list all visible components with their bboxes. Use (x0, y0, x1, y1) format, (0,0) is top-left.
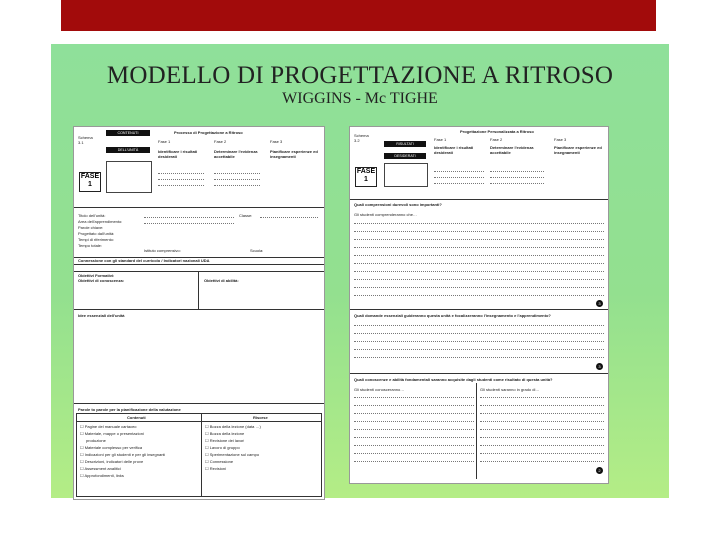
left-black-bottom: DELL'UNITÀ (106, 147, 150, 153)
right-dotline (354, 325, 604, 326)
right-dotline (354, 279, 604, 280)
left-check-label: Pagine del manuale cartaceo (84, 424, 137, 429)
right-q3-left: Gli studenti conosceranno… (354, 387, 405, 392)
right-dotline (480, 461, 604, 462)
left-obiettivi-abilita: Obiettivi di abilità: (204, 278, 239, 283)
left-table-col2: Risorse (253, 415, 268, 420)
right-phase-2: Fase 2 (490, 137, 503, 142)
right-schema-label: Schema 3.2 (354, 133, 369, 143)
right-dotline (480, 405, 604, 406)
left-obiettivi-conoscenza: Obiettivi di conoscenza: (78, 278, 125, 283)
right-dotline (354, 239, 604, 240)
right-phase-3: Fase 3 (554, 137, 567, 142)
left-check-label: Assessment analitici (84, 466, 121, 471)
left-hdr-line (158, 185, 204, 186)
top-accent-bar (61, 0, 656, 31)
left-dotline (144, 223, 234, 224)
left-fase-label: FASE (80, 173, 100, 180)
left-table-divider (201, 414, 202, 496)
right-q3: Quali conoscenze e abilità fondamentali saranno acquisite dagli studenti come risultato di questa unità? (354, 377, 553, 382)
left-hdr-line (214, 179, 260, 180)
left-check-item[interactable]: ☐ Descrizioni, indicatori delle prove (80, 459, 144, 464)
right-hdr-line (490, 177, 544, 178)
left-col3-title: Pianificare esperienze ed insegnamenti (270, 149, 318, 159)
left-table-rule (77, 421, 321, 422)
right-dotline (354, 223, 604, 224)
right-phase-1: Fase 1 (434, 137, 447, 142)
left-field: Area dell'apprendimento: (78, 219, 123, 224)
left-check-item[interactable]: ☐ Assessment analitici (80, 466, 121, 471)
right-dotline (354, 349, 604, 350)
left-check-item[interactable]: ☐ Materiale, mappe o presentazioni (80, 431, 144, 436)
right-col-check-item[interactable]: ☐ Bozza della lezione (205, 431, 245, 436)
left-fase-box (79, 172, 101, 192)
left-dotline (260, 217, 318, 218)
left-istituto-label: Istituto comprensivo: (144, 248, 181, 253)
right-dotline (354, 247, 604, 248)
left-check-label: Revisione dei lavori (209, 438, 245, 443)
left-hdr-line (158, 173, 204, 174)
left-check-item[interactable]: ☐ Materiale complesso per verifica (80, 445, 143, 450)
right-q3-right: Gli studenti saranno in grado di… (480, 387, 540, 392)
right-col-check-item[interactable]: ☐ Lavoro di gruppo (205, 445, 240, 450)
right-dotline (480, 445, 604, 446)
left-check-label: Materiale complesso per verifica (84, 445, 143, 450)
left-table-col1: Contenuti (127, 415, 146, 420)
right-dotline (354, 357, 604, 358)
left-phase-2: Fase 2 (214, 139, 227, 144)
right-dotline (354, 341, 604, 342)
slide-subtitle: WIGGINS - Mc TIGHE (282, 90, 438, 107)
right-rule (350, 373, 608, 374)
left-check-label: Bozza della lezione (data …) (209, 424, 261, 429)
left-rule (74, 264, 324, 265)
right-hdr-line (434, 171, 484, 172)
left-content-box (106, 161, 152, 193)
left-check-label: Lavoro di gruppo (209, 445, 240, 450)
left-check-label: Approfondimenti, links (84, 473, 124, 478)
left-hdr-line (214, 173, 260, 174)
right-hdr-line (490, 171, 544, 172)
left-valuta-title: Parole to parole per la pianificazione della valutazione (78, 407, 181, 412)
left-sheet-header (74, 127, 324, 208)
left-rule (74, 403, 324, 404)
right-q1: Quali comprensioni durevoli sono importanti? (354, 202, 442, 207)
left-phase-1: Fase 1 (158, 139, 171, 144)
left-field: Tempi di riferimento: (78, 237, 115, 242)
right-dotline (354, 413, 474, 414)
right-col-check-item[interactable]: ☐ Connessione (205, 459, 234, 464)
right-dotline (354, 255, 604, 256)
right-col-check-item[interactable]: ☐ Sperimentazione sul campo (205, 452, 260, 457)
left-check-label: Bozza della lezione (209, 431, 245, 436)
right-step-badge: 2 (596, 467, 603, 474)
left-check-item[interactable]: ☐ Approfondimenti, links (80, 473, 124, 478)
right-dotline (480, 413, 604, 414)
right-col-check-item[interactable]: ☐ Bozza della lezione (data …) (205, 424, 261, 429)
right-dotline (354, 453, 474, 454)
right-dotline (354, 421, 474, 422)
right-dotline (354, 461, 474, 462)
slide-title: MODELLO DI PROGETTAZIONE A RITROSO (106, 62, 614, 89)
left-field: Tempo totale: (78, 243, 103, 248)
left-field: Progettato dall'unità: (78, 231, 115, 236)
right-worksheet (349, 126, 609, 484)
left-field: Parole chiave: (78, 225, 104, 230)
right-q1-sub: Gli studenti comprenderanno che… (354, 212, 417, 217)
left-check-label: Descrizioni, indicatori delle prove (84, 459, 144, 464)
left-checklist-table (76, 413, 322, 497)
right-black-top: RISULTATI (384, 141, 426, 147)
right-dotline (480, 429, 604, 430)
left-classe-label: Classe: (239, 213, 253, 218)
right-dotline (354, 271, 604, 272)
right-col-check-item[interactable]: ☐ Revisioni (205, 466, 226, 471)
left-dotline (144, 217, 234, 218)
right-dotline (354, 437, 474, 438)
left-obiettivi: Obiettivi Formativi: (78, 273, 115, 278)
right-dotline (354, 445, 474, 446)
right-divider (476, 383, 477, 479)
right-fase-box (355, 167, 377, 187)
left-header-title: Processo di Progettazione a Ritroso (174, 130, 243, 135)
left-col1-title: Identificare i risultati desiderati (158, 149, 198, 159)
right-header-title: Progettazione Personalizzata a Ritroso (460, 129, 534, 134)
right-dotline (354, 287, 604, 288)
right-dotline (354, 333, 604, 334)
left-worksheet (73, 126, 325, 500)
left-idee-title: Idee essenziali dell'unità (78, 313, 125, 318)
right-dotline (480, 437, 604, 438)
right-dotline (354, 405, 474, 406)
left-divider (198, 271, 199, 309)
right-col3-title: Pianificare esperienze ed insegnamenti (554, 145, 602, 155)
left-phase-3: Fase 3 (270, 139, 283, 144)
left-field: Titolo dell'unità: (78, 213, 106, 218)
right-dotline (354, 429, 474, 430)
left-check-label: Sperimentazione sul campo (209, 452, 260, 457)
right-black-bottom: DESIDERATI (384, 153, 426, 159)
left-standard-title: Connessione con gli standard del curricolo / Indicatori nazionali UDA (78, 258, 210, 263)
left-check-label: Revisioni (209, 466, 226, 471)
right-col2-title: Determinare l'evidenza accettabile (490, 145, 534, 155)
right-hdr-line (434, 183, 484, 184)
right-dotline (480, 397, 604, 398)
right-dotline (480, 421, 604, 422)
left-schema-label: Schema 3.1 (78, 135, 93, 145)
right-dotline (354, 397, 474, 398)
right-dotline (354, 231, 604, 232)
right-col-check-item[interactable]: ☐ Revisione dei lavori (205, 438, 245, 443)
right-dotline (354, 295, 604, 296)
left-rule (74, 309, 324, 310)
right-hdr-line (490, 183, 544, 184)
left-col2-title: Determinare l'evidenza accettabile (214, 149, 258, 159)
left-check-label: Materiale, mappe o presentazioni (84, 431, 144, 436)
right-fase-label: FASE (356, 168, 376, 175)
right-fase-number: 1 (364, 176, 368, 183)
left-check-item[interactable]: ☐ Indicazioni per gli studenti e per gli insegnanti (80, 452, 166, 457)
right-dotline (354, 263, 604, 264)
left-hdr-line (214, 185, 260, 186)
left-check-label: Connessione (209, 459, 234, 464)
right-col1-title: Identificare i risultati desiderati (434, 145, 474, 155)
left-check-label: Indicazioni per gli studenti e per gli insegnanti (84, 452, 166, 457)
right-step-badge: 3 (596, 363, 603, 370)
left-scuola-label: Scuola: (250, 248, 264, 253)
left-rule (74, 271, 324, 272)
right-rule (350, 309, 608, 310)
left-hdr-line (158, 179, 204, 180)
left-check-item[interactable]: ☐ Pagine del manuale cartaceo (80, 424, 137, 429)
right-content-box (384, 163, 428, 187)
right-q2: Quali domande essenziali guideranno questa unità e focalizzeranno l'insegnamento e l'apprendimento? (354, 313, 551, 318)
slide (51, 44, 669, 498)
right-step-badge: 3 (596, 300, 603, 307)
left-check-label: produzione (86, 438, 106, 443)
right-hdr-line (434, 177, 484, 178)
right-dotline (480, 453, 604, 454)
left-fase-number: 1 (88, 181, 92, 188)
left-black-top: CONTENUTI (106, 130, 150, 136)
right-sheet-header (350, 127, 608, 200)
